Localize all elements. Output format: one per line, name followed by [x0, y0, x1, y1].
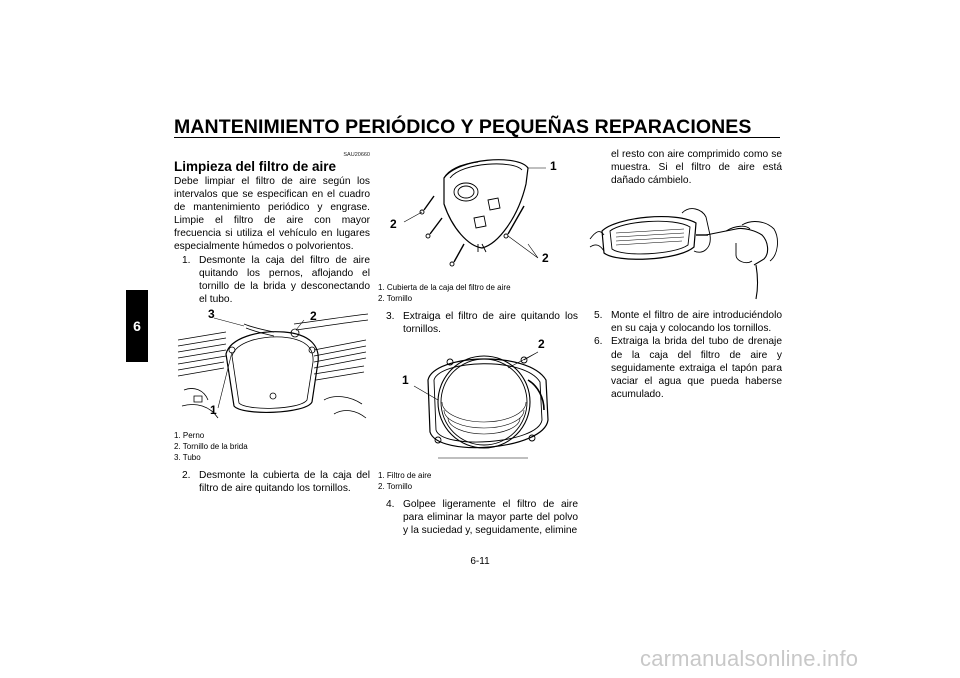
step-text: Desmonte la caja del filtro de aire quitando los pernos, aflojando el tornillo de la brida y desconectando el tubo.	[199, 254, 370, 305]
step-3	[378, 310, 578, 336]
callout-1: 1	[550, 159, 557, 173]
callout-1: 1	[402, 373, 409, 388]
figure-air-filter	[378, 337, 578, 468]
step-number: 6.	[594, 336, 603, 348]
step-text: Desmonte la cubierta de la caja del filtro de aire quitando los tornillos.	[199, 469, 370, 495]
step-number	[586, 148, 611, 187]
watermark: carmanualsonline.info	[640, 646, 859, 671]
step-text: Golpee ligeramente el filtro de aire para eliminar la mayor parte del polvo y la suciedad y, seguidamente, elimine	[403, 499, 578, 537]
legend-item: 2. Tornillo de la brida	[174, 441, 248, 451]
legend-item: 1. Filtro de aire	[378, 471, 432, 481]
air-filter-illustration	[378, 337, 578, 468]
step-2	[174, 469, 370, 495]
air-filter-case-illustration	[174, 306, 370, 428]
callout-3: 3	[208, 306, 215, 321]
intro-paragraph: Debe limpiar el filtro de aire según los intervalos que se especifican en el cuadro de mantenimiento periódico y engrase. Limpie el filtro de aire con mayor frecuencia si utiliza el vehículo en lugares especialmente húmedos o polvorientos.	[174, 176, 370, 253]
figure-case-cover	[378, 148, 578, 276]
legend-item: 3. Tubo	[174, 452, 201, 462]
step-6	[586, 335, 782, 400]
step-text: el resto con aire comprimido como se muestra. Si el filtro de aire está dañado cámbielo.	[611, 149, 782, 187]
column-1	[174, 152, 370, 495]
figure-1-legend	[174, 430, 370, 463]
callout-2: 2	[310, 308, 317, 323]
column-3	[586, 148, 782, 401]
step-number: 5.	[594, 310, 603, 322]
section-code: SAU20660	[343, 152, 370, 158]
callout-2: 2	[538, 337, 545, 352]
step-1	[174, 254, 370, 306]
step-number: 4.	[386, 499, 395, 511]
figure-2-legend	[378, 282, 578, 304]
figure-air-filter-case	[174, 306, 370, 428]
step-number: 1.	[182, 254, 191, 266]
step-4	[378, 498, 578, 537]
figure-compressed-air-cleaning	[586, 195, 782, 303]
step-text: Extraiga el filtro de aire quitando los tornillos.	[403, 311, 578, 336]
figure-3-legend	[378, 470, 578, 492]
header-rule	[174, 137, 780, 138]
section-title: Limpieza del filtro de aire	[174, 159, 337, 174]
callout-1: 1	[210, 402, 217, 417]
legend-item: 1. Perno	[174, 430, 205, 440]
legend-item: 1. Cubierta de la caja del filtro de aire	[378, 283, 511, 292]
page-header-title: MANTENIMIENTO PERIÓDICO Y PEQUEÑAS REPARACIONES	[174, 116, 752, 138]
step-number: 3.	[386, 311, 395, 322]
callout-2b: 2	[542, 251, 549, 265]
step-number: 2.	[182, 469, 191, 481]
step-text: Monte el filtro de aire introduciéndolo en su caja y colocando los tornillos.	[611, 310, 782, 335]
callout-2: 2	[390, 217, 397, 231]
step-text: Extraiga la brida del tubo de drenaje de la caja del filtro de aire y seguidamente extraiga el tapón para vaciar el agua que pueda haberse acumulado.	[611, 336, 782, 400]
legend-item: 2. Tornillo	[378, 294, 413, 303]
step-5	[586, 309, 782, 335]
column-2	[378, 148, 578, 537]
page-number: 6-11	[470, 556, 490, 567]
chapter-tab: 6	[126, 290, 148, 362]
step-4-continued	[586, 148, 782, 187]
legend-item: 2. Tornillo	[378, 482, 413, 492]
compressed-air-illustration	[586, 195, 782, 303]
